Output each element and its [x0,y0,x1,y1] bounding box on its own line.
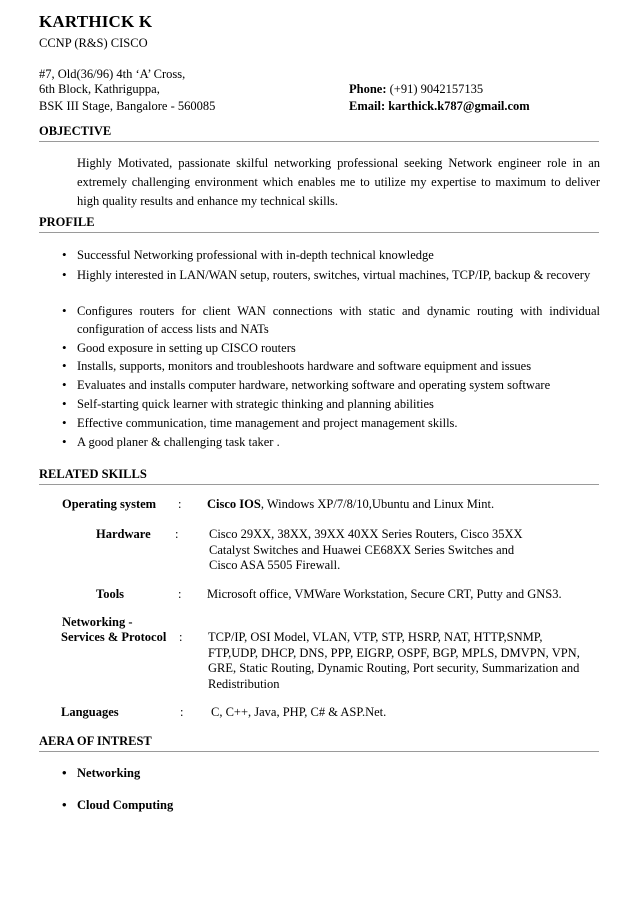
address-line-3: BSK III Stage, Bangalore - 560085 [39,99,216,113]
certification: CCNP (R&S) CISCO [39,36,148,50]
hardware-line: Catalyst Switches and Huawei CE68XX Series Switches and [209,542,515,557]
hardware-line: Cisco ASA 5505 Firewall. [209,558,341,573]
languages-value: C, C++, Java, PHP, C# & ASP.Net. [211,705,387,719]
list-item: • A good planer & challenging task taker . [77,433,600,451]
phone [349,82,483,97]
list-item: • Effective communication, time management and project management skills. [77,414,600,432]
os-label: Operating system [62,497,157,511]
hardware-colon: : [175,527,179,541]
email-link[interactable]: Email: karthick.k787@gmail.com [349,99,530,113]
list-item: • Good exposure in setting up CISCO routers [77,339,600,357]
list-item: • Self-starting quick learner with strategic thinking and planning abilities [77,395,600,413]
networking-label: Networking - [62,615,133,629]
phone-label: Phone: [349,82,387,96]
networking-line: TCP/IP, OSI Model, VLAN, VTP, STP, HSRP, NAT, HTTP,SNMP, [208,630,543,644]
profile-section-header [39,215,599,233]
os-value-rest: , Windows XP/7/8/10,Ubuntu and Linux Mint. [260,497,495,511]
os-value [207,497,494,512]
os-value-bold: Cisco IOS [207,497,261,511]
list-item: • Installs, supports, monitors and troubleshoots hardware and software equipment and issues [77,357,600,375]
objective-text: Highly Motivated, passionate skilful networking professional seeking Network engineer role in an extremely challenging environment which enables me to utilize my expertise to maximum to deliver high quality results and enhance my technical skills. [77,156,600,208]
languages-label: Languages [61,705,119,719]
interest-section-header [39,734,599,752]
networking-line: GRE, Static Routing, Dynamic Routing, Port security, Summarization and [208,661,580,676]
address-line-1: #7, Old(36/96) 4th ‘A’ Cross, [39,67,186,81]
objective-title: OBJECTIVE [39,124,599,142]
skills-section-header [39,467,599,485]
address-line-2: 6th Block, Kathriguppa, [39,82,160,96]
networking-colon: : [179,630,183,644]
os-colon: : [178,497,182,511]
hardware-value [209,527,523,574]
languages-colon: : [180,705,184,719]
tools-value: Microsoft office, VMWare Workstation, Secure CRT, Putty and GNS3. [207,587,562,601]
interest-title: AERA OF INTREST [39,734,599,752]
services-protocol-label: Services & Protocol [61,630,167,644]
objective-section-header [39,124,599,142]
networking-line: FTP,UDP, DHCP, DNS, PPP, EIGRP, OSPF, BGP, MPLS, DMVPN, VPN, [208,645,580,660]
list-item: • Cloud Computing [77,796,600,814]
list-item: • Successful Networking professional with in-depth technical knowledge [77,246,600,264]
list-item: • Networking [77,764,600,782]
hardware-line: Cisco 29XX, 38XX, 39XX 40XX Series Routers, Cisco 35XX [209,527,523,541]
email [349,99,530,114]
networking-line: Redistribution [208,676,280,691]
tools-colon: : [178,587,182,601]
networking-value [208,630,580,692]
phone-value: (+91) 9042157135 [389,82,484,96]
list-item: • Configures routers for client WAN connections with static and dynamic routing with individual configuration of access lists and NATs [77,302,600,338]
candidate-name: KARTHICK K [39,12,153,31]
tools-label: Tools [96,587,125,601]
skills-title: RELATED SKILLS [39,467,599,485]
list-item: • Evaluates and installs computer hardware, networking software and operating system software [77,376,600,394]
hardware-label: Hardware [96,527,151,541]
profile-title: PROFILE [39,215,599,233]
list-item: • Highly interested in LAN/WAN setup, routers, switches, virtual machines, TCP/IP, backup & recovery [77,266,600,284]
